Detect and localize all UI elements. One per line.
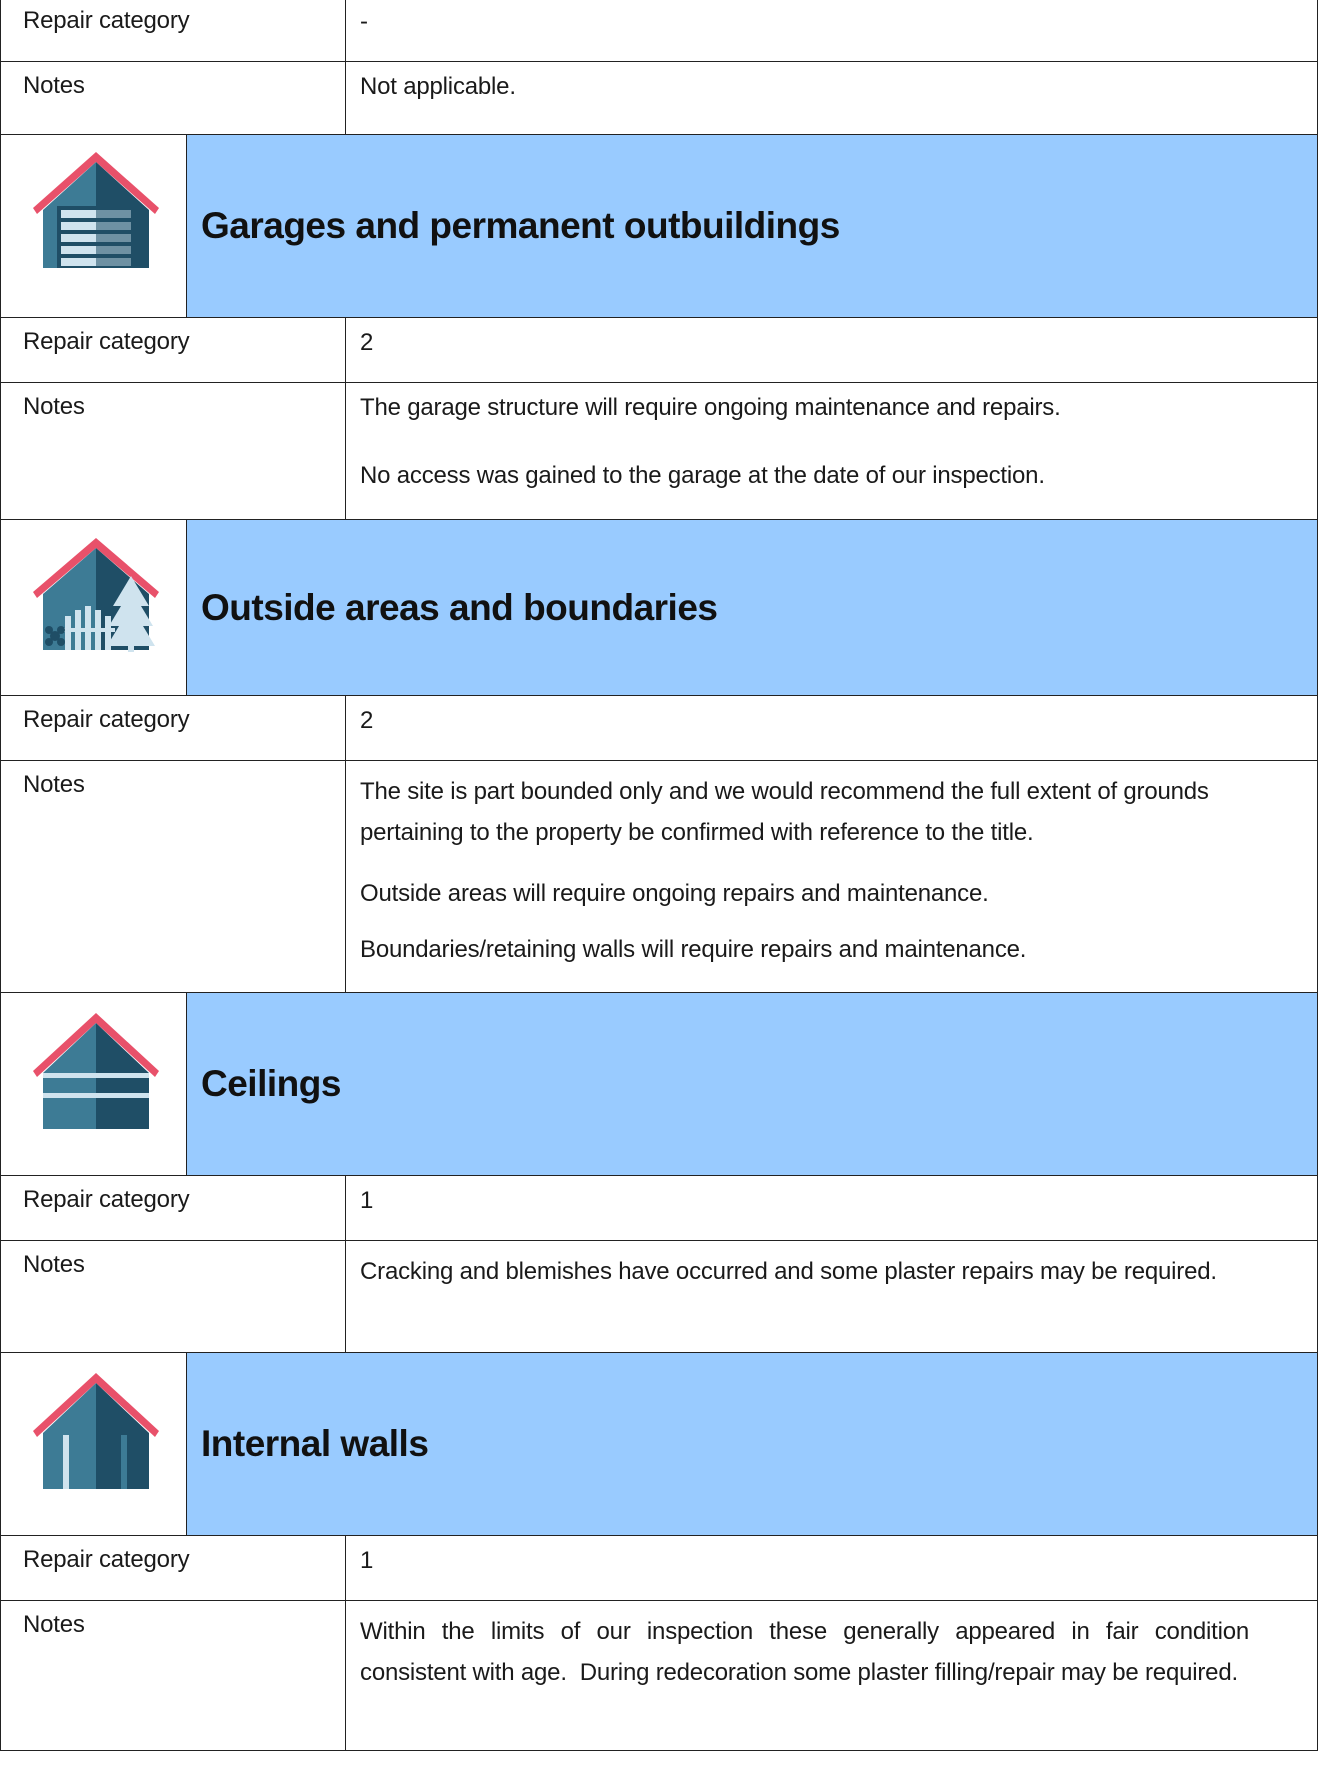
section-icon-cell xyxy=(1,1353,187,1536)
section-heading-row xyxy=(1,1353,1318,1536)
note-paragraph: The garage structure will require ongoing maintenance and repairs. xyxy=(360,394,1061,421)
repair-category-label: Repair category xyxy=(1,696,346,761)
notes-row xyxy=(1,1241,1318,1353)
repair-category-value: 2 xyxy=(346,318,1318,383)
repair-category-row xyxy=(1,696,1318,761)
section-icon-cell xyxy=(1,520,187,696)
repair-category-row xyxy=(1,1176,1318,1241)
section-heading xyxy=(187,135,1318,318)
notes-label: Notes xyxy=(1,761,346,993)
repair-category-value: 2 xyxy=(346,696,1318,761)
repair-category-label: Repair category xyxy=(1,1536,346,1601)
notes-value xyxy=(346,383,1318,520)
note-paragraph: Not applicable. xyxy=(360,73,516,100)
notes-value xyxy=(346,62,1318,135)
notes-row xyxy=(1,62,1318,135)
section-heading xyxy=(187,520,1318,696)
notes-row xyxy=(1,383,1318,520)
section-title: Ceilings xyxy=(201,1063,341,1104)
repair-category-label: Repair category xyxy=(1,0,346,62)
repair-category-label: Repair category xyxy=(1,1176,346,1241)
section-title: Internal walls xyxy=(201,1423,429,1464)
section-heading-row xyxy=(1,135,1318,318)
repair-category-value: 1 xyxy=(346,1536,1318,1601)
notes-row xyxy=(1,761,1318,993)
repair-category-row xyxy=(1,318,1318,383)
notes-value xyxy=(346,761,1318,993)
note-paragraph: The site is part bounded only and we would recommend the full extent of grounds pertaining to the property be confirmed with reference to the title. xyxy=(360,778,1209,846)
repair-category-value: - xyxy=(346,0,1318,62)
notes-row xyxy=(1,1601,1318,1751)
notes-label: Notes xyxy=(1,62,346,135)
section-icon-cell xyxy=(1,993,187,1176)
section-heading xyxy=(187,993,1318,1176)
section-title: Outside areas and boundaries xyxy=(201,586,718,628)
repair-category-row xyxy=(1,1536,1318,1601)
section-icon-cell xyxy=(1,135,187,318)
notes-value xyxy=(346,1241,1318,1353)
section-heading xyxy=(187,1353,1318,1536)
note-paragraph: Within the limits of our inspection these generally appeared in fair condition consistent with age. During redecoration some plaster filling/repair may be required. xyxy=(360,1618,1256,1686)
internal-walls-icon xyxy=(31,1369,161,1489)
notes-label: Notes xyxy=(1,383,346,520)
garage-icon xyxy=(31,148,161,268)
ceilings-icon xyxy=(31,1009,161,1129)
section-heading-row xyxy=(1,993,1318,1176)
repair-category-label: Repair category xyxy=(1,318,346,383)
note-paragraph: Cracking and blemishes have occurred and some plaster repairs may be required. xyxy=(360,1258,1217,1285)
note-paragraph: Outside areas will require ongoing repairs and maintenance. xyxy=(360,880,989,907)
notes-label: Notes xyxy=(1,1601,346,1751)
section-heading-row xyxy=(1,520,1318,696)
repair-category-row xyxy=(1,0,1318,62)
repair-category-value: 1 xyxy=(346,1176,1318,1241)
notes-value xyxy=(346,1601,1318,1751)
section-title: Garages and permanent outbuildings xyxy=(201,205,840,246)
note-paragraph: No access was gained to the garage at the date of our inspection. xyxy=(360,462,1045,489)
note-paragraph: Boundaries/retaining walls will require repairs and maintenance. xyxy=(360,936,1027,963)
notes-label: Notes xyxy=(1,1241,346,1353)
outside-areas-icon xyxy=(31,534,161,654)
